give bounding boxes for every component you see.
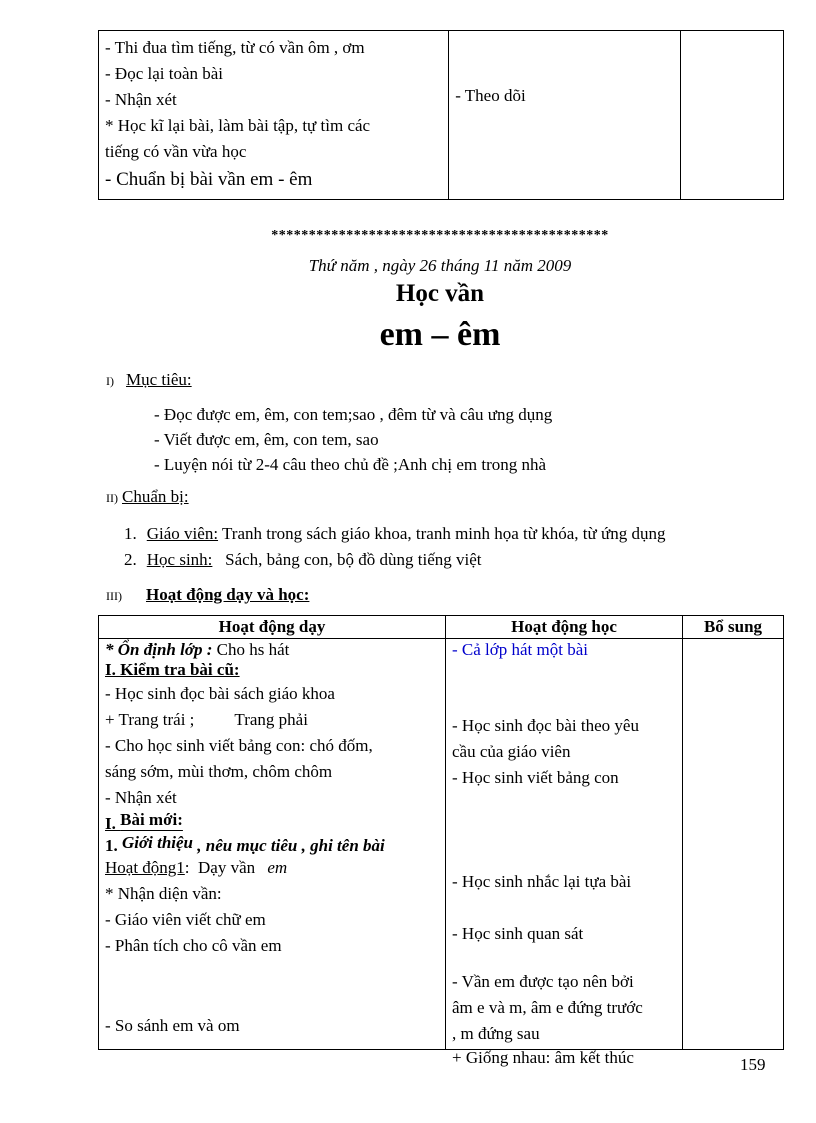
section-1-num: I) bbox=[106, 374, 114, 388]
subject-title: Học vần bbox=[395, 280, 485, 307]
chuan-bi-num-1: 1. bbox=[124, 524, 137, 543]
table-header-row bbox=[99, 616, 784, 639]
trang-trai: + Trang trái ; bbox=[105, 710, 195, 729]
student-line-1: - Cả lớp hát một bài bbox=[452, 640, 588, 659]
section-2-heading bbox=[106, 487, 189, 507]
teacher-line-1: - Học sinh đọc bài sách giáo khoa bbox=[105, 684, 335, 703]
bo-sung-cell bbox=[683, 639, 784, 1050]
section-2-title: Chuẩn bị: bbox=[122, 487, 189, 506]
theo-doi-text: - Theo dõi bbox=[455, 86, 526, 105]
chuan-bi-item-1 bbox=[124, 521, 665, 547]
teacher-line-4: sáng sớm, mùi thơm, chôm chôm bbox=[105, 762, 333, 781]
student-line-10: + Giống nhau: âm kết thúc bbox=[452, 1048, 634, 1067]
section-2-num: II) bbox=[106, 491, 118, 505]
on-dinh-text: Cho hs hát bbox=[212, 640, 290, 659]
section-1-title: Mục tiêu: bbox=[126, 370, 192, 389]
chuan-bi-text-1: Tranh trong sách giáo khoa, tranh minh họa từ khóa, từ ứng dụng bbox=[218, 524, 666, 543]
section-3-num: III) bbox=[106, 589, 122, 603]
student-line-2: - Học sinh đọc bài theo yêu bbox=[452, 716, 639, 735]
top-table bbox=[98, 30, 784, 200]
muc-tieu-item-2: - Viết được em, êm, con tem, sao bbox=[154, 430, 379, 449]
top-table-right-cell bbox=[680, 31, 783, 200]
chuan-bi-num-2: 2. bbox=[124, 550, 137, 569]
top-line-1: - Thi đua tìm tiếng, từ có vần ôm , ơm bbox=[105, 38, 365, 57]
top-table-middle-cell bbox=[449, 31, 680, 200]
gioi-thieu-b: , nêu mục tiêu , ghi tên bài bbox=[193, 836, 385, 855]
teacher-line-7: - Giáo viên viết chữ em bbox=[105, 910, 266, 929]
teacher-line-3: - Cho học sinh viết bảng con: chó đốm, bbox=[105, 736, 373, 755]
gioi-thieu-a: Giới thiệu bbox=[122, 833, 193, 852]
student-line-7: - Vần em được tạo nên bởi bbox=[452, 972, 634, 991]
chuan-bi-label-1: Giáo viên: bbox=[146, 524, 219, 543]
page-number: 159 bbox=[740, 1055, 766, 1074]
top-line-2: - Đọc lại toàn bài bbox=[105, 64, 224, 83]
trang-phai: Trang phải bbox=[234, 710, 308, 729]
chuan-bi-item-2 bbox=[124, 547, 665, 573]
header-hoat-dong-day: Hoạt động dạy bbox=[99, 616, 446, 639]
student-line-4: - Học sinh viết bảng con bbox=[452, 768, 619, 787]
lesson-date: Thứ năm , ngày 26 tháng 11 năm 2009 bbox=[308, 256, 572, 275]
on-dinh-label: * Ổn định lớp : bbox=[105, 640, 213, 659]
student-line-5: - Học sinh nhắc lại tựa bài bbox=[452, 872, 632, 891]
top-table-left-cell bbox=[99, 31, 449, 200]
hoat-dong-1-line bbox=[105, 855, 287, 881]
lesson-title: em – êm bbox=[379, 316, 501, 353]
star-separator: ********************************************* bbox=[271, 228, 609, 243]
section-2-list bbox=[124, 521, 665, 573]
teacher-line-2 bbox=[105, 707, 308, 733]
teacher-line-8: - Phân tích cho cô vần em bbox=[105, 936, 282, 955]
top-line-5: tiếng có vần vừa học bbox=[105, 142, 247, 161]
header-bo-sung: Bổ sung bbox=[683, 616, 784, 639]
bai-moi-title: Bài mới: bbox=[120, 810, 183, 829]
muc-tieu-item-3: - Luyện nói từ 2-4 câu theo chủ đề ;Anh chị em trong nhà bbox=[154, 455, 547, 474]
student-line-9: , m đứng sau bbox=[452, 1024, 540, 1043]
table-body-row bbox=[99, 639, 784, 1050]
section-1-heading bbox=[106, 370, 192, 390]
section-3-title: Hoạt động dạy và học: bbox=[145, 585, 310, 604]
teacher-activity-cell bbox=[99, 639, 446, 1050]
header-hoat-dong-hoc: Hoạt động học bbox=[446, 616, 683, 639]
bai-moi-num: I. bbox=[105, 814, 121, 833]
muc-tieu-item-1: - Đọc được em, êm, con tem;sao , đêm từ và câu ưng dụng bbox=[154, 405, 553, 424]
on-dinh-lop bbox=[105, 639, 289, 661]
student-line-6: - Học sinh quan sát bbox=[452, 924, 584, 943]
top-line-6: - Chuẩn bị bài vần em - êm bbox=[105, 169, 313, 190]
top-line-4: * Học kĩ lại bài, làm bài tập, tự tìm các bbox=[105, 116, 371, 135]
hoat-dong-1-text: : Dạy vần bbox=[184, 858, 260, 877]
top-line-3: - Nhận xét bbox=[105, 90, 177, 109]
hoat-dong-1-label: Hoạt động1 bbox=[105, 858, 185, 877]
section-1-list bbox=[154, 402, 552, 477]
chuan-bi-text-2: Sách, bảng con, bộ đồ dùng tiếng việt bbox=[212, 550, 482, 569]
student-activity-cell bbox=[446, 639, 683, 1067]
teacher-line-6: * Nhận diện vần: bbox=[105, 884, 222, 903]
chuan-bi-label-2: Học sinh: bbox=[146, 550, 213, 569]
hoat-dong-1-em: em bbox=[267, 858, 288, 877]
kiem-tra-bai-cu: I. Kiểm tra bài cũ: bbox=[105, 660, 240, 679]
student-line-3: cầu của giáo viên bbox=[452, 742, 571, 761]
teacher-line-5: - Nhận xét bbox=[105, 788, 177, 807]
teacher-line-9: - So sánh em và om bbox=[105, 1016, 240, 1035]
gioi-thieu-num: 1. bbox=[105, 836, 122, 855]
section-3-heading bbox=[106, 585, 309, 605]
student-line-8: âm e và m, âm e đứng trước bbox=[452, 998, 643, 1017]
